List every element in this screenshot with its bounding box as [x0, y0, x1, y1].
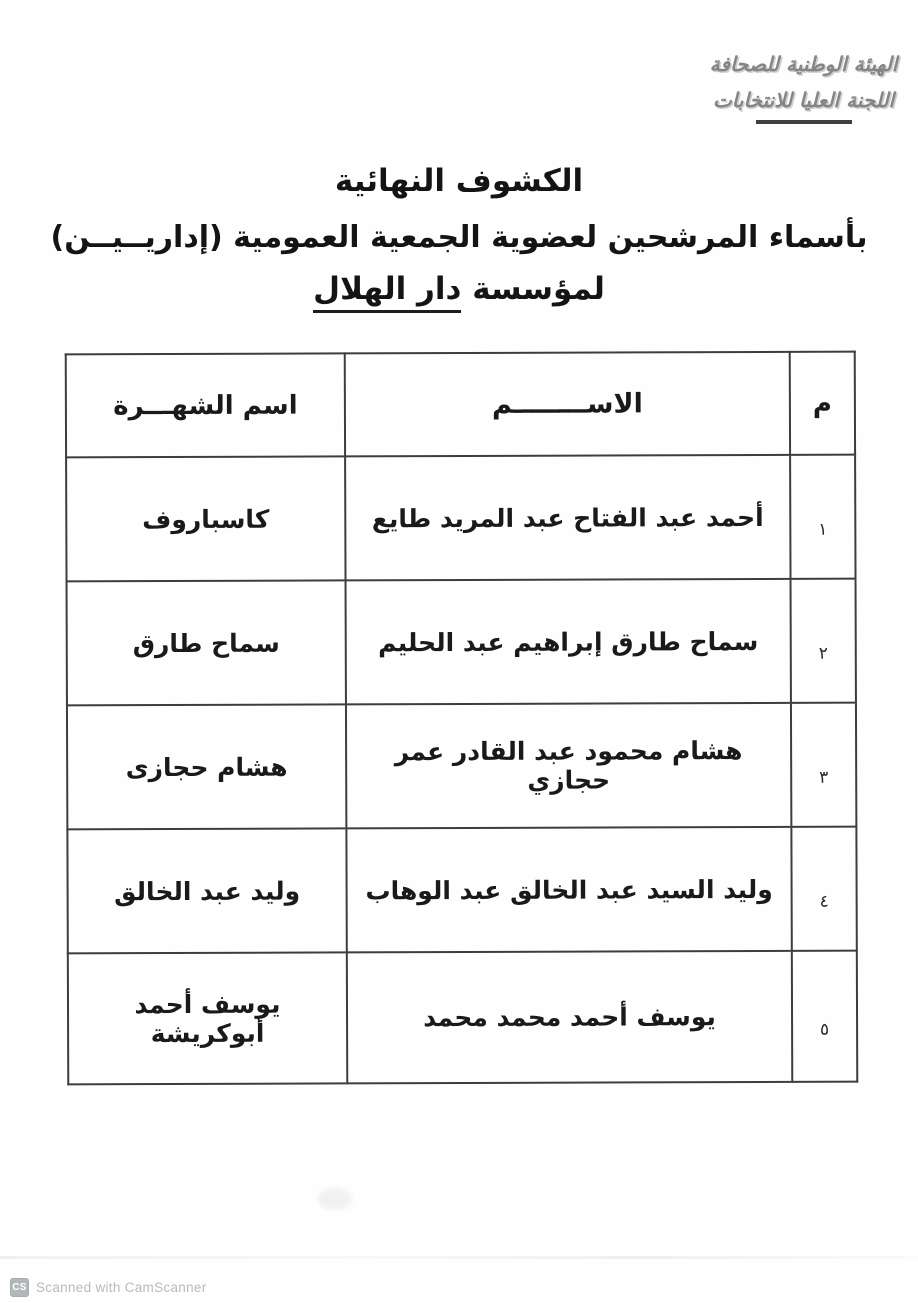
- title-org-name: دار الهلال: [313, 271, 461, 313]
- cell-serial: ٤: [791, 827, 856, 951]
- cell-nickname: هشام حجازى: [67, 704, 346, 829]
- letterhead-underline: [756, 120, 852, 124]
- letterhead: [701, 52, 906, 124]
- cell-serial: ٣: [791, 703, 856, 827]
- cell-serial: ١: [790, 455, 855, 579]
- cell-name: أحمد عبد الفتاح عبد المريد طايع: [345, 455, 790, 581]
- scan-smudge: [318, 1188, 352, 1210]
- scan-edge-streak: [0, 1256, 918, 1259]
- camscanner-text: Scanned with CamScanner: [36, 1280, 207, 1295]
- cell-name: هشام محمود عبد القادر عمر حجازي: [346, 703, 791, 829]
- table-row: [68, 951, 857, 1085]
- header-serial: م: [790, 352, 855, 455]
- camscanner-watermark: [10, 1278, 207, 1297]
- cell-nickname: يوسف أحمد أبوكريشة: [68, 952, 347, 1084]
- cell-name: وليد السيد عبد الخالق عبد الوهاب: [346, 827, 791, 953]
- cell-serial: ٢: [791, 579, 856, 703]
- cell-nickname: وليد عبد الخالق: [67, 828, 346, 953]
- header-name: الاســــــــم: [345, 352, 790, 457]
- cell-nickname: كاسباروف: [66, 456, 345, 581]
- table-row: [66, 455, 855, 582]
- title-organization: [0, 271, 918, 307]
- title-org-prefix: لمؤسسة: [461, 271, 605, 307]
- cell-name: يوسف أحمد محمد محمد: [347, 951, 792, 1084]
- table-row: [67, 827, 856, 954]
- cell-name: سماح طارق إبراهيم عبد الحليم: [346, 579, 791, 705]
- candidates-table: [65, 351, 859, 1086]
- letterhead-authority: الهيئة الوطنية للصحافة: [709, 52, 898, 76]
- camscanner-icon: CS: [10, 1278, 29, 1297]
- document-title: [0, 163, 918, 307]
- cell-serial: ٥: [792, 951, 857, 1082]
- title-subtitle: بأسماء المرشحين لعضوية الجمعية العمومية (إداريــيــن): [50, 220, 868, 255]
- header-nickname: اسم الشهـــرة: [66, 353, 345, 457]
- cell-nickname: سماح طارق: [67, 580, 346, 705]
- table-row: [67, 703, 856, 830]
- table-header-row: [66, 352, 855, 458]
- table-row: [67, 579, 856, 706]
- title-main: الكشوف النهائية: [334, 163, 584, 199]
- letterhead-committee: اللجنة العليا للانتخابات: [712, 88, 895, 112]
